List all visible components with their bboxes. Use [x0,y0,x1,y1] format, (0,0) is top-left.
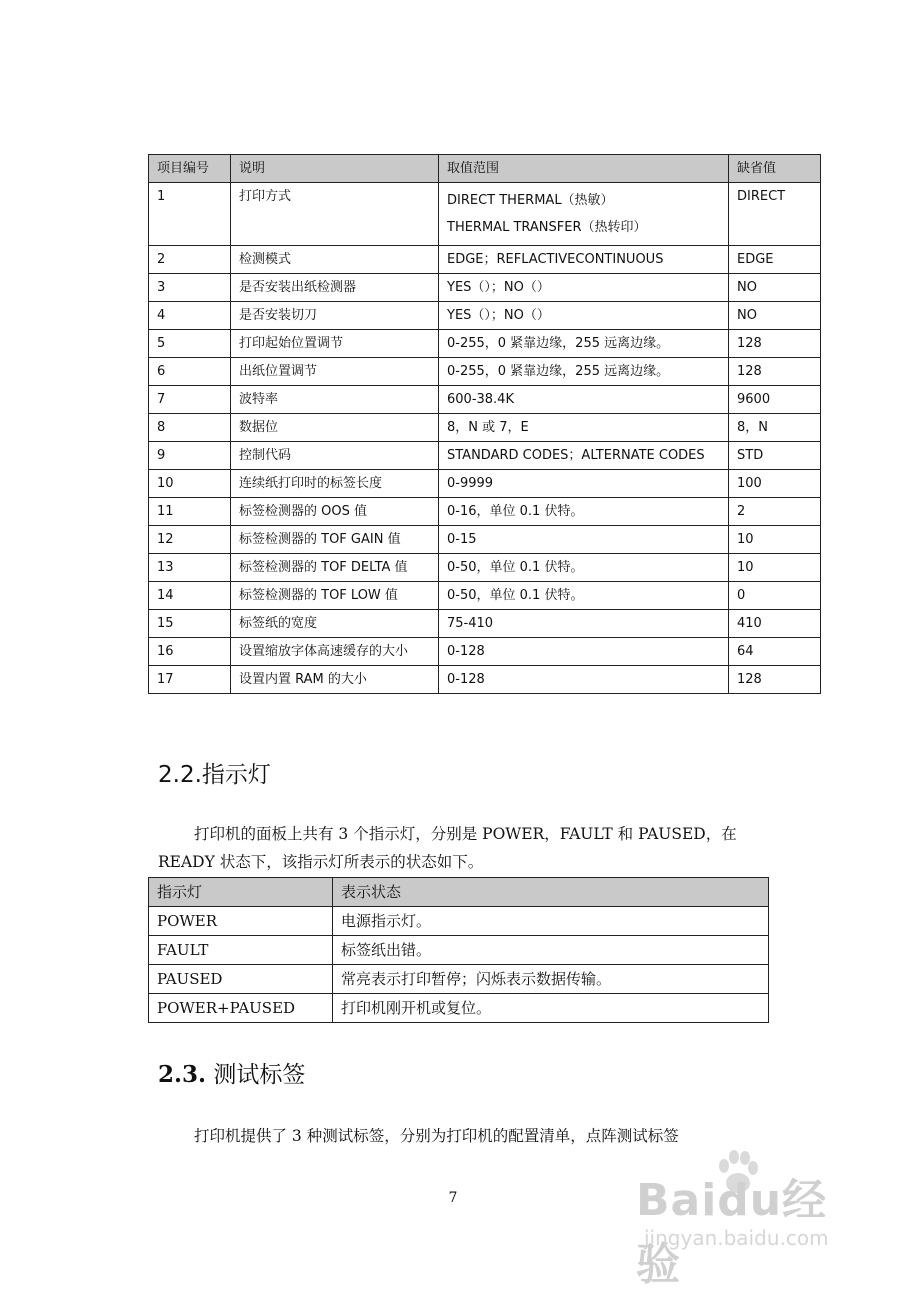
indicator-state-cell: 标签纸出错。 [333,936,769,965]
description-cell: 检测模式 [231,246,439,274]
item-number-cell: 6 [149,358,231,386]
value-range-line: 75-410 [447,616,494,631]
parameters-table-header [149,155,821,183]
baidu-jingyan-watermark [636,1150,866,1290]
value-range-cell [439,274,729,302]
default-value-cell: 100 [729,470,821,498]
description-cell: 数据位 [231,414,439,442]
indicator-table [148,877,769,1023]
item-number-cell: 7 [149,386,231,414]
table-row [149,526,821,554]
default-value-cell: 8，N [729,414,821,442]
value-range-line: 0-15 [447,532,477,547]
default-value-cell: 64 [729,638,821,666]
table-row [149,386,821,414]
description-cell: 设置缩放字体高速缓存的大小 [231,638,439,666]
header-value-range: 取值范围 [439,155,729,183]
value-range-line: 0-9999 [447,476,494,491]
default-value-cell: NO [729,274,821,302]
table-row [149,994,769,1023]
test-labels-paragraph: 打印机提供了 3 种测试标签，分别为打印机的配置清单，点阵测试标签 [194,1127,679,1145]
header-description: 说明 [231,155,439,183]
table-row [149,358,821,386]
value-range-cell [439,414,729,442]
value-range-line: 0-16，单位 0.1 伏特。 [447,504,584,519]
description-cell: 控制代码 [231,442,439,470]
indicators-paragraph [158,820,778,876]
default-value-cell: 128 [729,330,821,358]
description-cell: 设置内置 RAM 的大小 [231,666,439,694]
value-range-line: 0-128 [447,672,485,687]
indicator-light-cell: PAUSED [149,965,333,994]
header-indicator: 指示灯 [149,878,333,907]
item-number-cell: 12 [149,526,231,554]
indicator-light-cell: FAULT [149,936,333,965]
table-row [149,907,769,936]
value-range-cell [439,358,729,386]
item-number-cell: 9 [149,442,231,470]
table-row [149,498,821,526]
value-range-line: EDGE；REFLACTIVECONTINUOUS [447,252,664,267]
indicator-table-header [149,878,769,907]
value-range-line: YES（）；NO（） [447,280,550,295]
default-value-cell: DIRECT [729,183,821,246]
table-row [149,183,821,246]
section-number: 2.3. [158,1061,207,1088]
value-range-cell [439,442,729,470]
value-range-cell [439,386,729,414]
item-number-cell: 2 [149,246,231,274]
value-range-cell [439,582,729,610]
value-range-line: YES（）；NO（） [447,308,550,323]
item-number-cell: 5 [149,330,231,358]
description-cell: 出纸位置调节 [231,358,439,386]
table-row [149,965,769,994]
item-number-cell: 8 [149,414,231,442]
item-number-cell: 3 [149,274,231,302]
table-row [149,610,821,638]
item-number-cell: 1 [149,183,231,246]
header-default-value: 缺省值 [729,155,821,183]
item-number-cell: 11 [149,498,231,526]
description-cell: 波特率 [231,386,439,414]
item-number-cell: 17 [149,666,231,694]
value-range-line: 0-128 [447,644,485,659]
parameters-table [148,154,821,694]
description-cell: 是否安装出纸检测器 [231,274,439,302]
value-range-cell [439,183,729,246]
value-range-cell [439,666,729,694]
table-row [149,246,821,274]
default-value-cell: 10 [729,554,821,582]
table-row [149,582,821,610]
description-cell: 标签检测器的 OOS 值 [231,498,439,526]
header-status: 表示状态 [333,878,769,907]
default-value-cell: 2 [729,498,821,526]
watermark-brand: Baidu经验 [636,1175,828,1290]
item-number-cell: 10 [149,470,231,498]
indicator-state-cell: 打印机刚开机或复位。 [333,994,769,1023]
watermark-url: jingyan.baidu.com [644,1226,829,1250]
section-title-indicators: 2.2.指示灯 [158,762,271,788]
value-range-line: 0-50，单位 0.1 伏特。 [447,560,584,575]
value-range-cell [439,470,729,498]
indicator-state-cell: 电源指示灯。 [333,907,769,936]
description-cell: 标签检测器的 TOF LOW 值 [231,582,439,610]
header-item-number: 项目编号 [149,155,231,183]
description-cell: 是否安装切刀 [231,302,439,330]
page-number: 7 [448,1190,458,1206]
table-row [149,414,821,442]
value-range-line: 0-255，0 紧靠边缘，255 远离边缘。 [447,364,670,379]
value-range-cell [439,302,729,330]
item-number-cell: 4 [149,302,231,330]
item-number-cell: 15 [149,610,231,638]
table-row [149,554,821,582]
item-number-cell: 13 [149,554,231,582]
value-range-line: 600-38.4K [447,392,514,407]
value-range-line: THERMAL TRANSFER（热转印） [447,220,647,235]
table-row [149,274,821,302]
default-value-cell: STD [729,442,821,470]
default-value-cell: 410 [729,610,821,638]
indicator-light-cell: POWER [149,907,333,936]
description-cell: 标签检测器的 TOF GAIN 值 [231,526,439,554]
description-cell: 连续纸打印时的标签长度 [231,470,439,498]
description-cell: 打印起始位置调节 [231,330,439,358]
table-row [149,936,769,965]
indicators-paragraph-text: 打印机的面板上共有 3 个指示灯，分别是 POWER，FAULT 和 PAUSED，在 READY 状态下，该指示灯所表示的状态如下。 [158,825,737,871]
value-range-line: 0-50，单位 0.1 伏特。 [447,588,584,603]
table-row [149,442,821,470]
value-range-cell [439,638,729,666]
table-row [149,470,821,498]
value-range-line: 0-255，0 紧靠边缘，255 远离边缘。 [447,336,670,351]
value-range-line: STANDARD CODES；ALTERNATE CODES [447,448,705,463]
default-value-cell: 128 [729,666,821,694]
value-range-cell [439,246,729,274]
value-range-line: DIRECT THERMAL（热敏） [447,193,614,208]
description-cell: 标签检测器的 TOF DELTA 值 [231,554,439,582]
value-range-cell [439,498,729,526]
section-title-test-labels [158,1056,305,1089]
table-row [149,302,821,330]
table-row [149,666,821,694]
item-number-cell: 14 [149,582,231,610]
value-range-cell [439,526,729,554]
default-value-cell: NO [729,302,821,330]
value-range-cell [439,610,729,638]
default-value-cell: 128 [729,358,821,386]
default-value-cell: 0 [729,582,821,610]
table-row [149,638,821,666]
default-value-cell: 10 [729,526,821,554]
item-number-cell: 16 [149,638,231,666]
description-cell: 打印方式 [231,183,439,246]
section-title-text: 测试标签 [213,1062,306,1088]
value-range-line: 8，N 或 7，E [447,420,529,435]
default-value-cell: 9600 [729,386,821,414]
value-range-cell [439,554,729,582]
table-row [149,330,821,358]
default-value-cell: EDGE [729,246,821,274]
indicator-light-cell: POWER+PAUSED [149,994,333,1023]
indicator-state-cell: 常亮表示打印暂停；闪烁表示数据传输。 [333,965,769,994]
description-cell: 标签纸的宽度 [231,610,439,638]
value-range-cell [439,330,729,358]
